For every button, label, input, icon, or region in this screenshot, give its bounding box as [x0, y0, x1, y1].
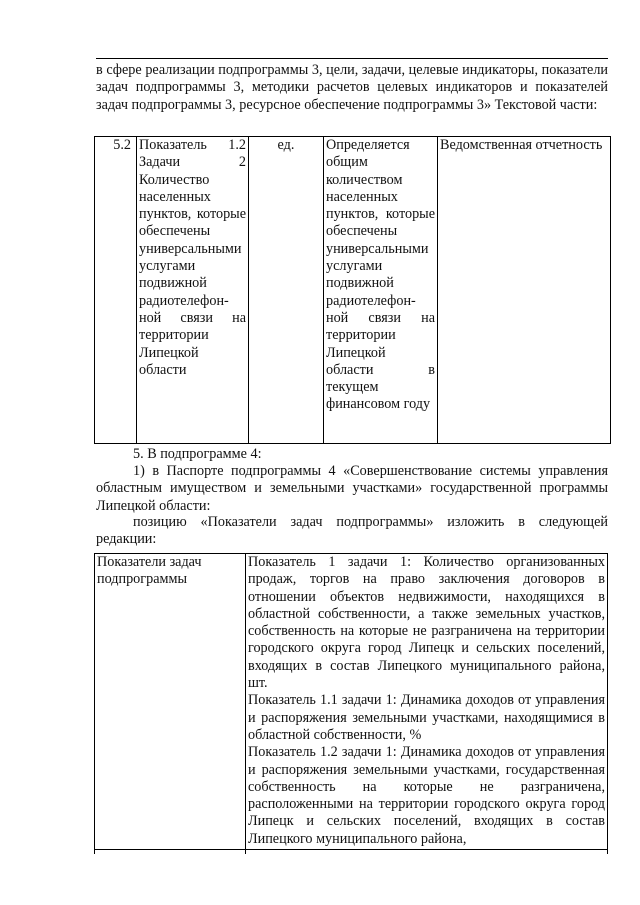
unit-of-measure: ед.	[249, 137, 324, 444]
passport-paragraph: 1) в Паспорте подпрограммы 4 «Совершенствование системы управления областным имуществом и земельными участками» государственной программы Липецкой области:	[96, 463, 608, 514]
section-heading: 5. В подпрограмме 4:	[133, 446, 262, 462]
position-paragraph: позицию «Показатели задач подпрограммы» изложить в следующей редакции:	[96, 514, 608, 548]
indicators-cell	[246, 554, 608, 855]
position-label: Показатели задач подпрограммы	[95, 554, 246, 855]
header-rule	[96, 58, 608, 59]
table-row	[95, 554, 608, 855]
data-source: Ведомственная отчетность	[438, 137, 611, 444]
table-continuation-edge	[94, 849, 608, 850]
indicator-text: Показатель 1.2 задачи 1: Динамика доходов от управления и распоряжения земельными участками, государственная собственность на которые не разграничена, расположенными на территории городского округа город Липецк и сельских поселений, входящих в состав Липецкого муниципального района,	[248, 744, 605, 847]
indicator-name: Показатель 1.2 Задачи 2 Количество населенных пунктов, которые обеспечены универсальными услугами подвижной радиотелефон-ной связи на территории Липецкой области	[137, 137, 249, 444]
row-number: 5.2	[95, 137, 137, 444]
indicator-text: Показатель 1.1 задачи 1: Динамика доходов от управления и распоряжения земельными участками, находящимися в областной собственности, %	[248, 692, 605, 743]
intro-paragraph: в сфере реализации подпрограммы 3, цели, задачи, целевые индикаторы, показатели задач подпрограммы 3, методики расчетов целевых индикаторов и показателей задач подпрограммы 3, ресурсное обеспечение подпрограммы 3» Текстовой части:	[96, 62, 608, 113]
indicator-table	[94, 136, 611, 444]
passport-table	[94, 553, 608, 854]
calculation-method: Определяется общим количеством населенных пунктов, которые обеспечены универсальными услугами подвижной радиотелефон-ной связи на территории Липецкой области в текущем финансовом году	[324, 137, 438, 444]
indicator-text: Показатель 1 задачи 1: Количество организованных продаж, торгов на право заключения договоров в отношении объектов недвижимости, находящихся в областной собственности, а также земельных участков, собственность на которые не разграничена на территории городского округа город Липецк и сельских поселений, входящих в состав Липецкого муниципального района, шт.	[248, 554, 605, 692]
table-row	[95, 137, 611, 444]
